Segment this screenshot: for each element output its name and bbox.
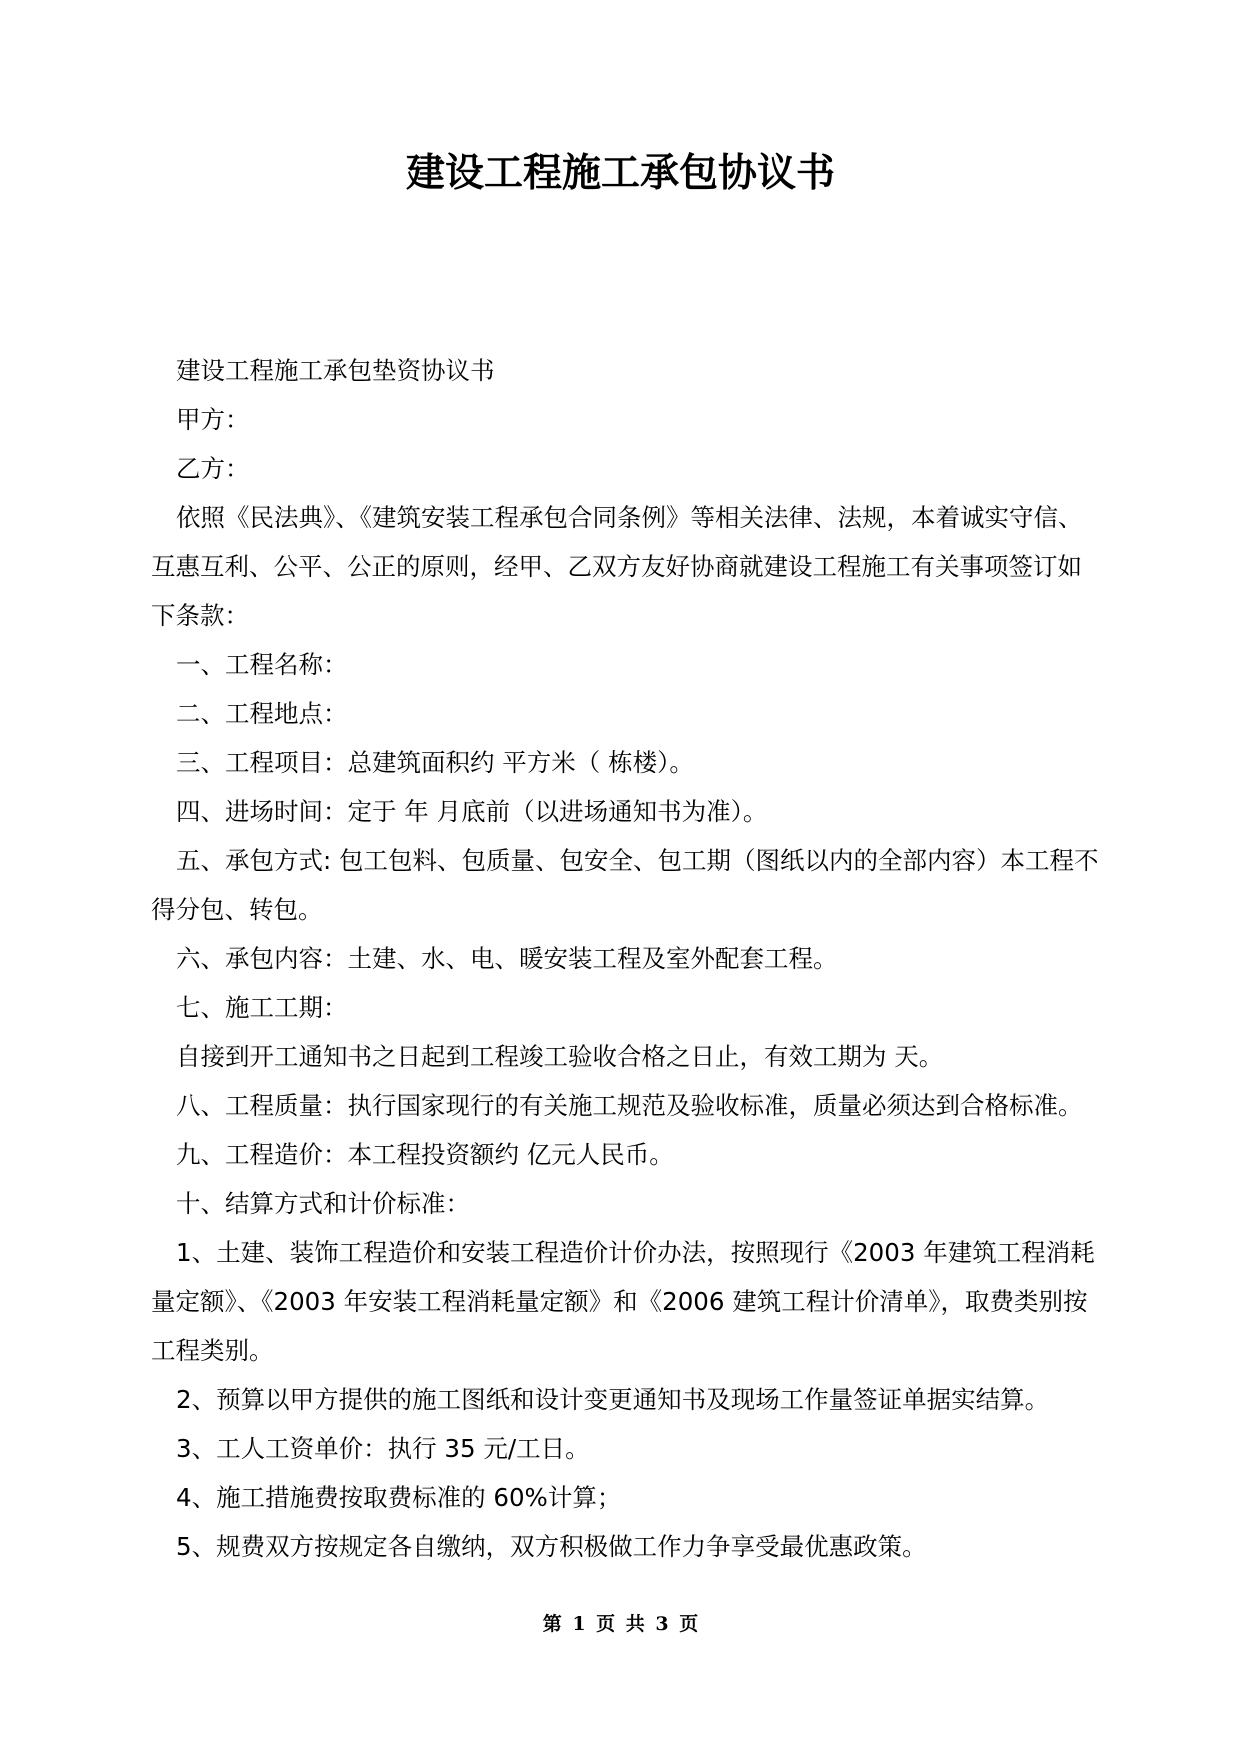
clause-8-quality: 八、工程质量：执行国家现行的有关施工规范及验收标准，质量必须达到合格标准。 <box>176 1091 1083 1120</box>
clause-10-settlement: 十、结算方式和计价标准： <box>176 1189 470 1218</box>
paragraph-party-b: 乙方： <box>176 454 250 483</box>
paragraph-subtitle: 建设工程施工承包垫资协议书 <box>176 356 495 385</box>
clause-6-contract-content: 六、承包内容：土建、水、电、暖安装工程及室外配套工程。 <box>176 944 838 973</box>
clause-5-contract-method: 五、承包方式: 包工包料、包质量、包安全、包工期（图纸以内的全部内容）本工程不得分包、转包。 <box>151 846 1099 924</box>
clause-7-period-detail: 自接到开工通知书之日起到工程竣工验收合格之日止，有效工期为 天。 <box>176 1042 944 1071</box>
clause-7-construction-period: 七、施工工期： <box>176 993 348 1022</box>
paragraph-preamble: 依照《民法典》、《建筑安装工程承包合同条例》等相关法律、法规，本着诚实守信、互惠互利、公平、公正的原则，经甲、乙双方友好协商就建设工程施工有关事项签订如下条款： <box>151 503 1083 630</box>
page-number-footer: 第 1 页 共 3 页 <box>542 1613 699 1635</box>
paragraph-party-a: 甲方： <box>176 405 250 434</box>
clause-3-project-items: 三、工程项目：总建筑面积约 平方米（ 栋楼）。 <box>176 748 694 777</box>
clause-9-cost: 九、工程造价：本工程投资额约 亿元人民币。 <box>176 1140 674 1169</box>
settlement-item-3: 3、工人工资单价：执行 35 元/工日。 <box>176 1434 590 1463</box>
document-title: 建设工程施工承包协议书 <box>405 150 835 196</box>
settlement-item-1: 1、土建、装饰工程造价和安装工程造价计价办法，按照现行《2003 年建筑工程消耗量定额》、《2003 年安装工程消耗量定额》和《2006 建筑工程计价清单》，取费类别按工程类别。 <box>151 1238 1095 1365</box>
clause-2-project-location: 二、工程地点： <box>176 699 348 728</box>
clause-1-project-name: 一、工程名称： <box>176 650 348 679</box>
settlement-item-4: 4、施工措施费按取费标准的 60%计算； <box>176 1483 622 1512</box>
settlement-item-2: 2、预算以甲方提供的施工图纸和设计变更通知书及现场工作量签证单据实结算。 <box>176 1385 1050 1414</box>
clause-4-entry-time: 四、进场时间：定于 年 月底前（以进场通知书为准）。 <box>176 797 768 826</box>
document-body <box>151 346 1101 1571</box>
settlement-item-5: 5、规费双方按规定各自缴纳，双方积极做工作力争享受最优惠政策。 <box>176 1532 927 1561</box>
